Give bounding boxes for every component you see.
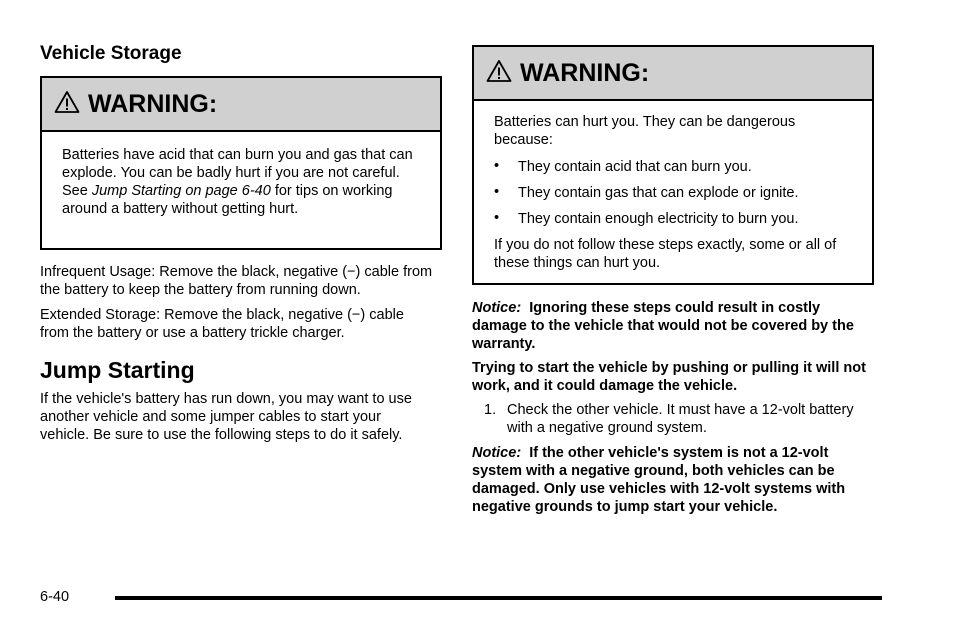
warning-body bbox=[42, 132, 442, 218]
warning-header bbox=[474, 47, 872, 101]
warning-box-storage bbox=[40, 76, 442, 250]
warning-intro: Batteries can hurt you. They can be dangerous because: bbox=[494, 114, 796, 148]
bullet-marker: • bbox=[494, 184, 500, 200]
warning-triangle-icon bbox=[54, 90, 80, 119]
notice-label: Notice: bbox=[472, 445, 522, 461]
section-title-vehicle-storage: Vehicle Storage bbox=[40, 43, 182, 64]
bullet-text: They contain acid that can burn you. bbox=[518, 159, 752, 175]
step-1 bbox=[484, 401, 864, 437]
cross-reference-link[interactable]: Jump Starting on page 6-40 bbox=[91, 183, 271, 199]
warning-header bbox=[42, 78, 440, 132]
warning-text-part2: for tips on working around a battery without getting hurt. bbox=[62, 183, 393, 217]
warning-title: WARNING: bbox=[520, 58, 650, 87]
bullet-text: They contain gas that can explode or ignite. bbox=[518, 185, 799, 201]
warning-outro: If you do not follow these steps exactly, some or all of these things can hurt you. bbox=[494, 237, 837, 271]
notice-text: If the other vehicle's system is not a 12-volt system with a negative ground, both vehicles can be damaged. Only use vehicles with 12-volt systems with negative grounds to jump start your vehicle. bbox=[472, 445, 846, 515]
notice-text: Ignoring these steps could result in costly damage to the vehicle that would not be covered by the warranty. bbox=[472, 300, 854, 352]
notice-costly-damage bbox=[472, 299, 874, 353]
bullet-text: They contain enough electricity to burn you. bbox=[518, 211, 799, 227]
step-number: 1. bbox=[484, 402, 497, 418]
section-title-jump-starting: Jump Starting bbox=[40, 357, 195, 383]
paragraph-jump-intro: If the vehicle's battery has run down, you may want to use another vehicle and some jumper cables to start your vehicle. Be sure to use the following steps to do it safely. bbox=[40, 391, 412, 443]
paragraph-push-pull-warning: Trying to start the vehicle by pushing or pulling it will not work, and it could damage the vehicle. bbox=[472, 360, 866, 394]
notice-12-volt bbox=[472, 444, 874, 516]
paragraph-infrequent-usage: Infrequent Usage: Remove the black, negative (−) cable from the battery to keep the battery from running down. bbox=[40, 264, 433, 298]
warning-text-part1: Batteries have acid that can burn you and gas that can explode. You can be badly hurt if you are not careful. See bbox=[62, 147, 413, 199]
paragraph-extended-storage: Extended Storage: Remove the black, negative (−) cable from the battery or use a battery trickle charger. bbox=[40, 307, 404, 341]
bullet-marker: • bbox=[494, 158, 500, 174]
warning-triangle-icon bbox=[486, 59, 512, 88]
notice-label: Notice: bbox=[472, 300, 522, 316]
footer-rule bbox=[115, 596, 882, 600]
step-text: Check the other vehicle. It must have a 12-volt battery with a negative ground system. bbox=[507, 402, 854, 436]
bullet-marker: • bbox=[494, 210, 500, 226]
page-number: 6-40 bbox=[40, 589, 70, 605]
warning-title: WARNING: bbox=[88, 89, 218, 118]
warning-box-batteries bbox=[472, 45, 874, 285]
